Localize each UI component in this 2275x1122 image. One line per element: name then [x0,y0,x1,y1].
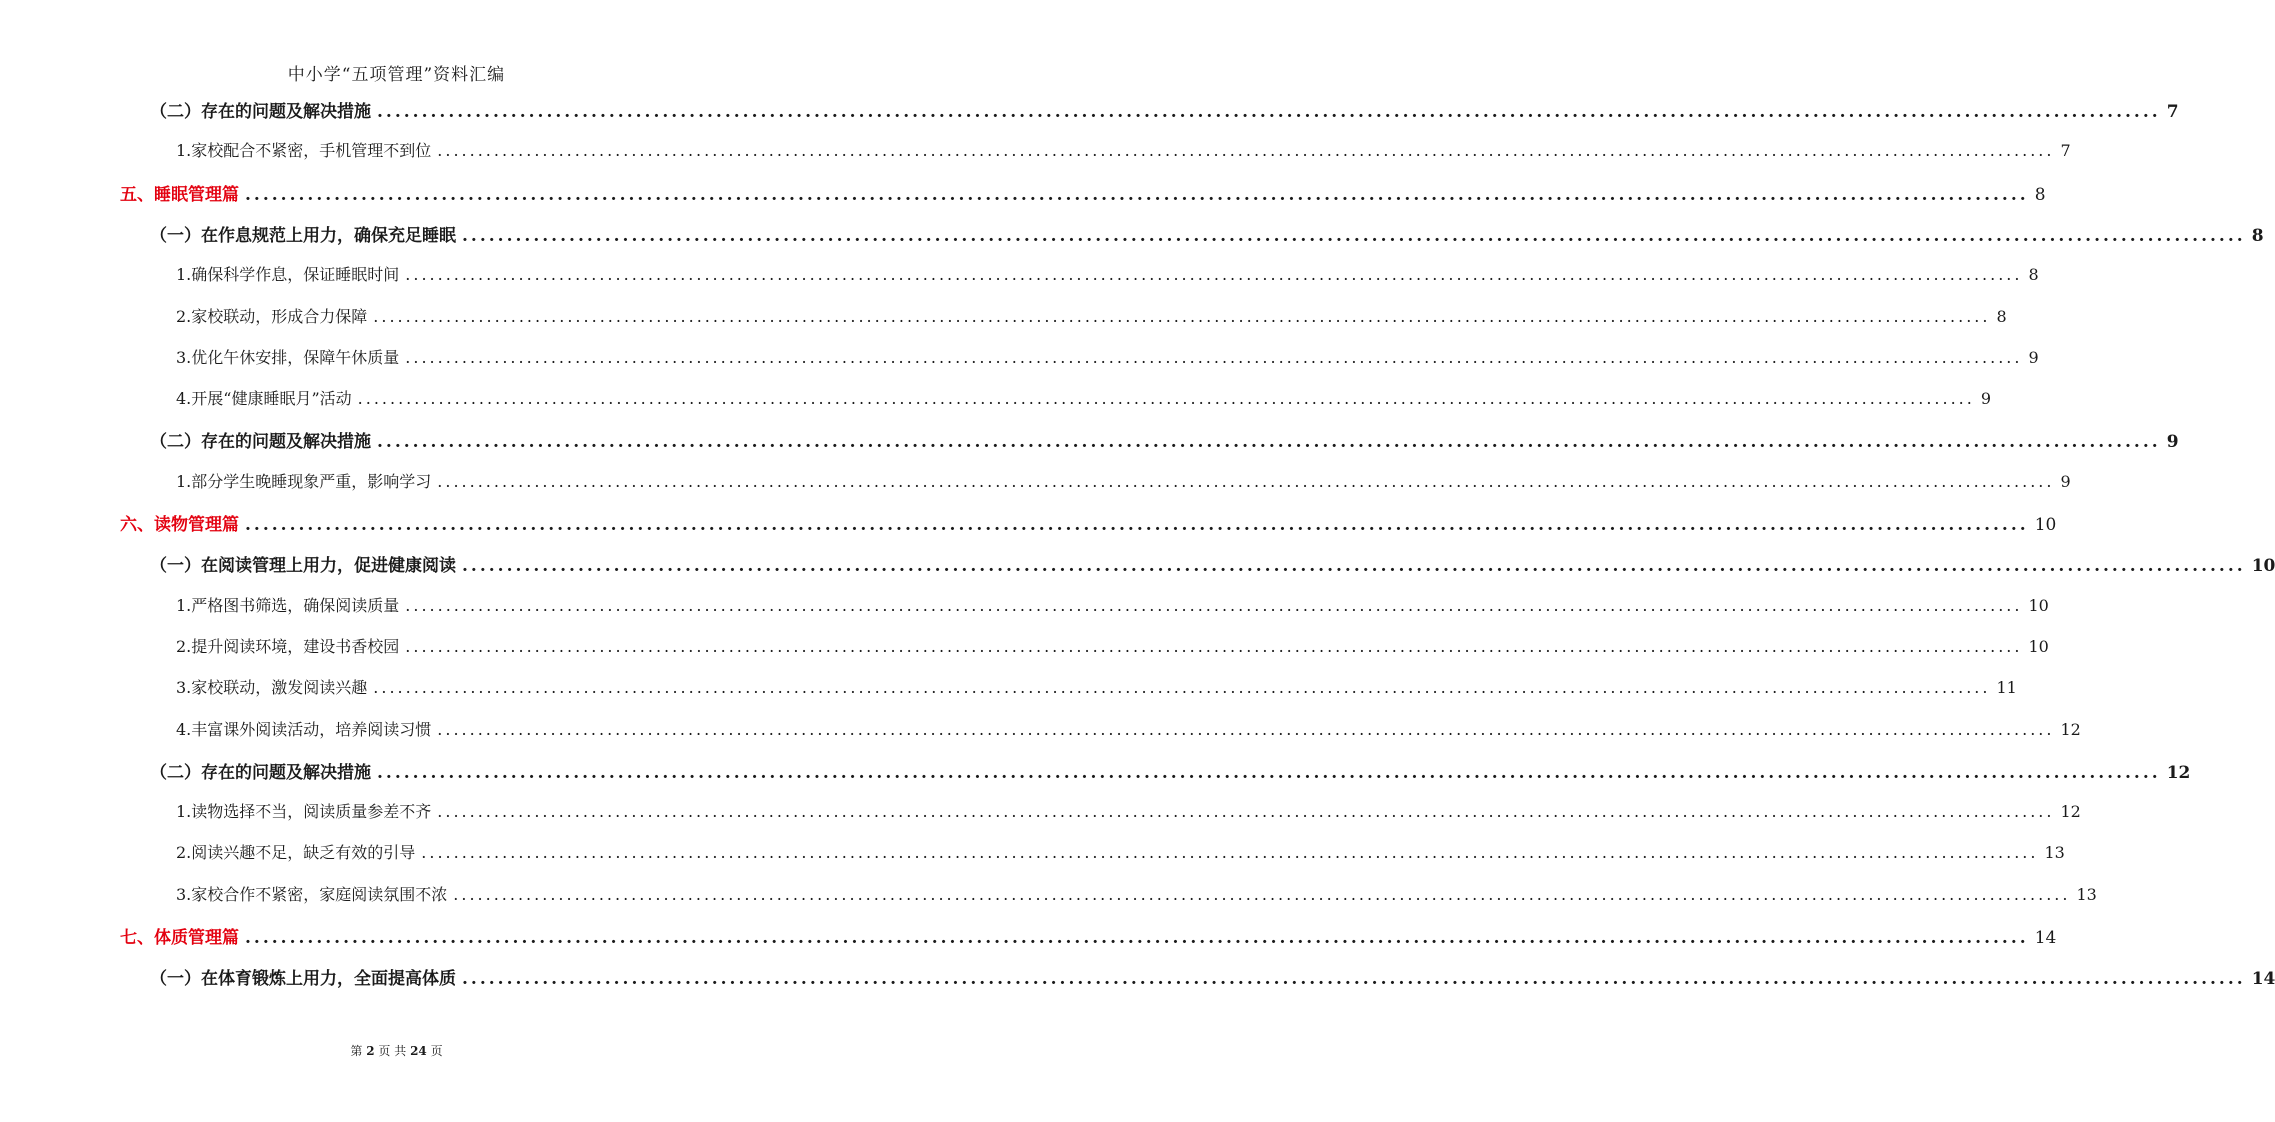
toc-entry-label: （二）存在的问题及解决措施 [150,102,371,122]
toc-entry-page-number: 10 [2034,515,2057,535]
toc-entry-label: （二）存在的问题及解决措施 [150,762,371,783]
toc-entry-page-number: 7 [2166,102,2179,122]
toc-dot-leader: ........................................................................................................................................................................................................ [453,884,2071,904]
toc-entry-page-number: 14 [2034,928,2057,948]
toc-dot-leader: ........................................................................................................................................................................................................ [437,802,2055,822]
toc-entry-page-number: 7 [2060,141,2071,161]
toc-dot-leader: ........................................................................................................................................................................................................ [462,225,2246,246]
toc-section-entry[interactable] [150,427,2179,453]
toc-entry-label: 2.家校联动，形成合力保障 [176,306,368,326]
toc-entry-page-number: 8 [2028,265,2039,285]
toc-subsection-entry[interactable] [176,345,2039,368]
toc-dot-leader: ........................................................................................................................................................................................................ [437,141,2055,161]
toc-entry-page-number: 13 [2076,884,2097,904]
toc-dot-leader: ........................................................................................................................................................................................................ [377,762,2161,783]
toc-chapter-entry[interactable] [120,923,2057,948]
toc-entry-page-number: 8 [1996,306,2007,326]
toc-dot-leader: ........................................................................................................................................................................................................ [421,843,2039,863]
toc-subsection-entry[interactable] [176,138,2071,161]
toc-entry-page-number: 11 [1996,678,2017,698]
toc-section-entry[interactable] [150,758,2191,783]
toc-entry-page-number: 10 [2251,556,2275,577]
toc-entry-label: 七、体质管理篇 [120,928,239,948]
toc-entry-label: （二）存在的问题及解决措施 [150,432,371,453]
toc-section-entry[interactable] [150,97,2179,122]
page-footer [0,1042,793,1059]
toc-entry-page-number: 10 [2028,636,2049,656]
toc-entry-page-number: 9 [1980,389,1992,409]
toc-subsection-entry[interactable] [176,840,2065,863]
toc-entry-label: 1.严格图书筛选，确保阅读质量 [176,595,400,615]
toc-chapter-entry[interactable] [120,180,2046,205]
toc-subsection-entry[interactable] [176,386,1992,409]
footer-suffix: 页 [430,1044,443,1058]
toc-subsection-entry[interactable] [176,717,2081,740]
toc-dot-leader: ........................................................................................................................................................................................................ [245,184,2029,205]
toc-dot-leader: ........................................................................................................................................................................................................ [245,515,2029,535]
toc-dot-leader: ........................................................................................................................................................................................................ [462,969,2246,990]
toc-entry-label: （一）在阅读管理上用力，促进健康阅读 [150,556,456,577]
footer-total-pages: 24 [410,1044,427,1058]
toc-entry-page-number: 8 [2034,184,2046,205]
toc-entry-label: 1.部分学生晚睡现象严重，影响学习 [176,471,432,491]
toc-entry-page-number: 8 [2251,225,2264,246]
footer-current-page: 2 [366,1044,375,1058]
toc-dot-leader: ........................................................................................................................................................................................................ [437,719,2055,739]
toc-entry-page-number: 12 [2060,802,2081,822]
toc-entry-label: 六、读物管理篇 [120,515,239,535]
toc-entry-page-number: 9 [2166,432,2179,453]
toc-entry-label: （一）在体育锻炼上用力，全面提高体质 [150,969,456,990]
toc-entry-label: 4.丰富课外阅读活动，培养阅读习惯 [176,719,432,739]
toc-entry-page-number: 9 [2028,347,2039,367]
toc-dot-leader: ........................................................................................................................................................................................................ [405,595,2023,615]
toc-subsection-entry[interactable] [176,634,2049,657]
toc-entry-label: （一）在作息规范上用力，确保充足睡眠 [150,225,456,246]
toc-dot-leader: ........................................................................................................................................................................................................ [373,678,1991,698]
toc-dot-leader: ........................................................................................................................................................................................................ [462,556,2246,577]
toc-entry-label: 2.提升阅读环境，建设书香校园 [176,636,400,656]
toc-subsection-entry[interactable] [176,593,2049,616]
toc-subsection-entry[interactable] [176,675,2017,698]
toc-section-entry[interactable] [150,221,2264,246]
toc-subsection-entry[interactable] [176,304,2007,327]
toc-section-entry[interactable] [150,551,2275,577]
toc-chapter-entry[interactable] [120,510,2057,535]
toc-entry-label: 1.家校配合不紧密，手机管理不到位 [176,141,432,161]
toc-dot-leader: ........................................................................................................................................................................................................ [357,389,1975,409]
toc-entry-page-number: 12 [2166,762,2191,783]
toc-dot-leader: ........................................................................................................................................................................................................ [437,471,2055,491]
toc-entry-label: 1.读物选择不当，阅读质量参差不齐 [176,802,432,822]
toc-dot-leader: ........................................................................................................................................................................................................ [405,265,2023,285]
toc-dot-leader: ........................................................................................................................................................................................................ [245,928,2029,948]
toc-subsection-entry[interactable] [176,469,2071,492]
toc-entry-label: 3.家校合作不紧密，家庭阅读氛围不浓 [176,884,448,904]
toc-entry-label: 4.开展“健康睡眠月”活动 [176,389,352,409]
toc-subsection-entry[interactable] [176,799,2081,822]
toc-dot-leader: ........................................................................................................................................................................................................ [377,432,2161,453]
footer-middle: 页 共 [378,1044,407,1058]
toc-section-entry[interactable] [150,964,2275,990]
toc-entry-page-number: 9 [2060,471,2071,491]
toc-entry-page-number: 10 [2028,595,2049,615]
toc-entry-page-number: 14 [2251,969,2275,990]
toc-entry-label: 2.阅读兴趣不足，缺乏有效的引导 [176,843,416,863]
footer-prefix: 第 [350,1044,363,1058]
toc-dot-leader: ........................................................................................................................................................................................................ [377,102,2161,122]
toc-entry-label: 3.家校联动，激发阅读兴趣 [176,678,368,698]
toc-entry-page-number: 12 [2060,719,2081,739]
toc-dot-leader: ........................................................................................................................................................................................................ [405,636,2023,656]
running-header: 中小学“五项管理”资料汇编 [287,65,506,85]
toc-dot-leader: ........................................................................................................................................................................................................ [405,347,2023,367]
toc-entry-label: 五、睡眠管理篇 [120,184,239,205]
toc-subsection-entry[interactable] [176,882,2097,905]
toc-entry-label: 1.确保科学作息，保证睡眠时间 [176,265,400,285]
toc-entry-label: 3.优化午休安排，保障午休质量 [176,347,400,367]
toc-subsection-entry[interactable] [176,262,2039,285]
toc-dot-leader: ........................................................................................................................................................................................................ [373,306,1991,326]
toc-entry-page-number: 13 [2044,843,2065,863]
